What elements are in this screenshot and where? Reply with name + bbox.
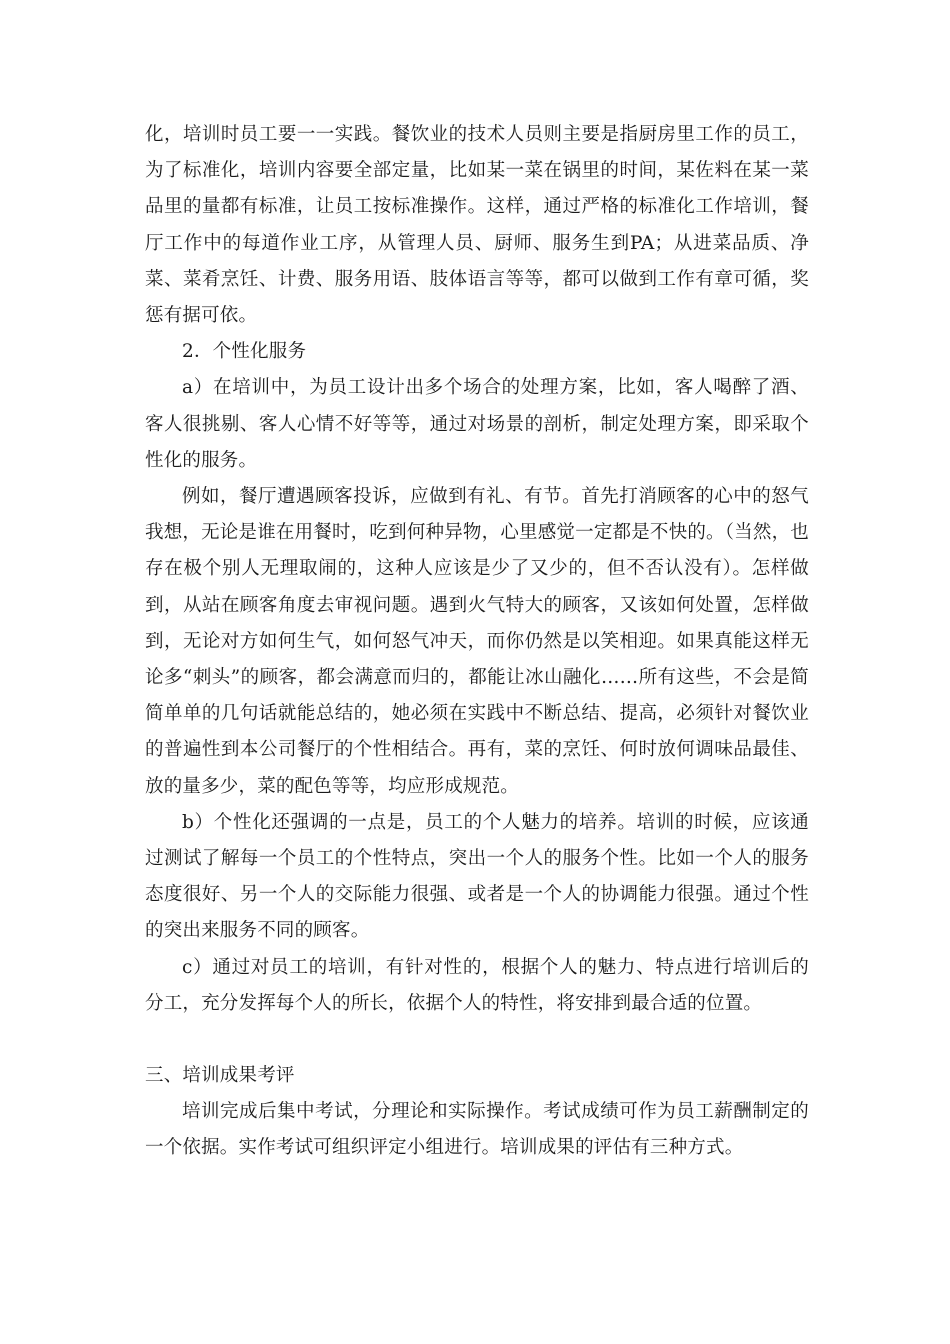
paragraph-evaluation: 培训完成后集中考试，分理论和实际操作。考试成绩可作为员工薪酬制定的一个依据。实作考试可组织评定小组进行。培训成果的评估有三种方式。 <box>145 1101 809 1159</box>
document-body <box>145 117 809 1167</box>
paragraph-example-complaint: 例如，餐厅遭遇顾客投诉，应做到有礼、有节。首先打消顾客的心中的怒气我想，无论是谁在用餐时，吃到何种异物，心里感觉一定都是不快的。（当然，也存在极个别人无理取闹的，这种人应该是少了又少的，但不否认没有）。怎样做到，从站在顾客角度去审视问题。遇到火气特大的顾客，又该如何处置，怎样做到，无论对方如何生气，如何怒气冲天，而你仍然是以笑相迎。如果真能这样无论多“刺头”的顾客，都会满意而归的，都能让冰山融化……所有这些，不会是简简单单的几句话就能总结的，她必须在实践中不断总结、提高，必须针对餐饮业的普遍性到本公司餐厅的个性相结合。再有，菜的烹饪、何时放何调味品最佳、放的量多少，菜的配色等等，均应形成规范。 <box>145 486 809 797</box>
paragraph-standardization-continued: 化，培训时员工要一一实践。餐饮业的技术人员则主要是指厨房里工作的员工，为了标准化，培训内容要全部定量，比如某一菜在锅里的时间，某佐料在某一菜品里的量都有标准，让员工按标准操作。这样，通过严格的标准化工作培训，餐厅工作中的每道作业工序，从管理人员、厨师、服务生到PA；从进菜品质、净菜、菜肴烹饪、计费、服务用语、肢体语言等等，都可以做到工作有章可循，奖惩有据可依。 <box>145 124 809 327</box>
paragraph-item-a: a）在培训中，为员工设计出多个场合的处理方案，比如，客人喝醉了酒、客人很挑剔、客人心情不好等等，通过对场景的剖析，制定处理方案，即采取个性化的服务。 <box>145 377 809 471</box>
paragraph-item-c: c）通过对员工的培训，有针对性的，根据个人的魅力、特点进行培训后的分工，充分发挥每个人的所长，依据个人的特性，将安排到最合适的位置。 <box>145 956 809 1014</box>
subheading-personalized-service: 2．个性化服务 <box>182 341 307 363</box>
section-spacer <box>145 1022 809 1058</box>
paragraph-item-b: b）个性化还强调的一点是，员工的个人魅力的培养。培训的时候，应该通过测试了解每一个员工的个性特点，突出一个人的服务个性。比如一个人的服务态度很好、另一个人的交际能力很强、或者是一个人的协调能力很强。通过个性的突出来服务不同的顾客。 <box>145 811 809 942</box>
section-heading-training-evaluation: 三、培训成果考评 <box>145 1065 295 1087</box>
